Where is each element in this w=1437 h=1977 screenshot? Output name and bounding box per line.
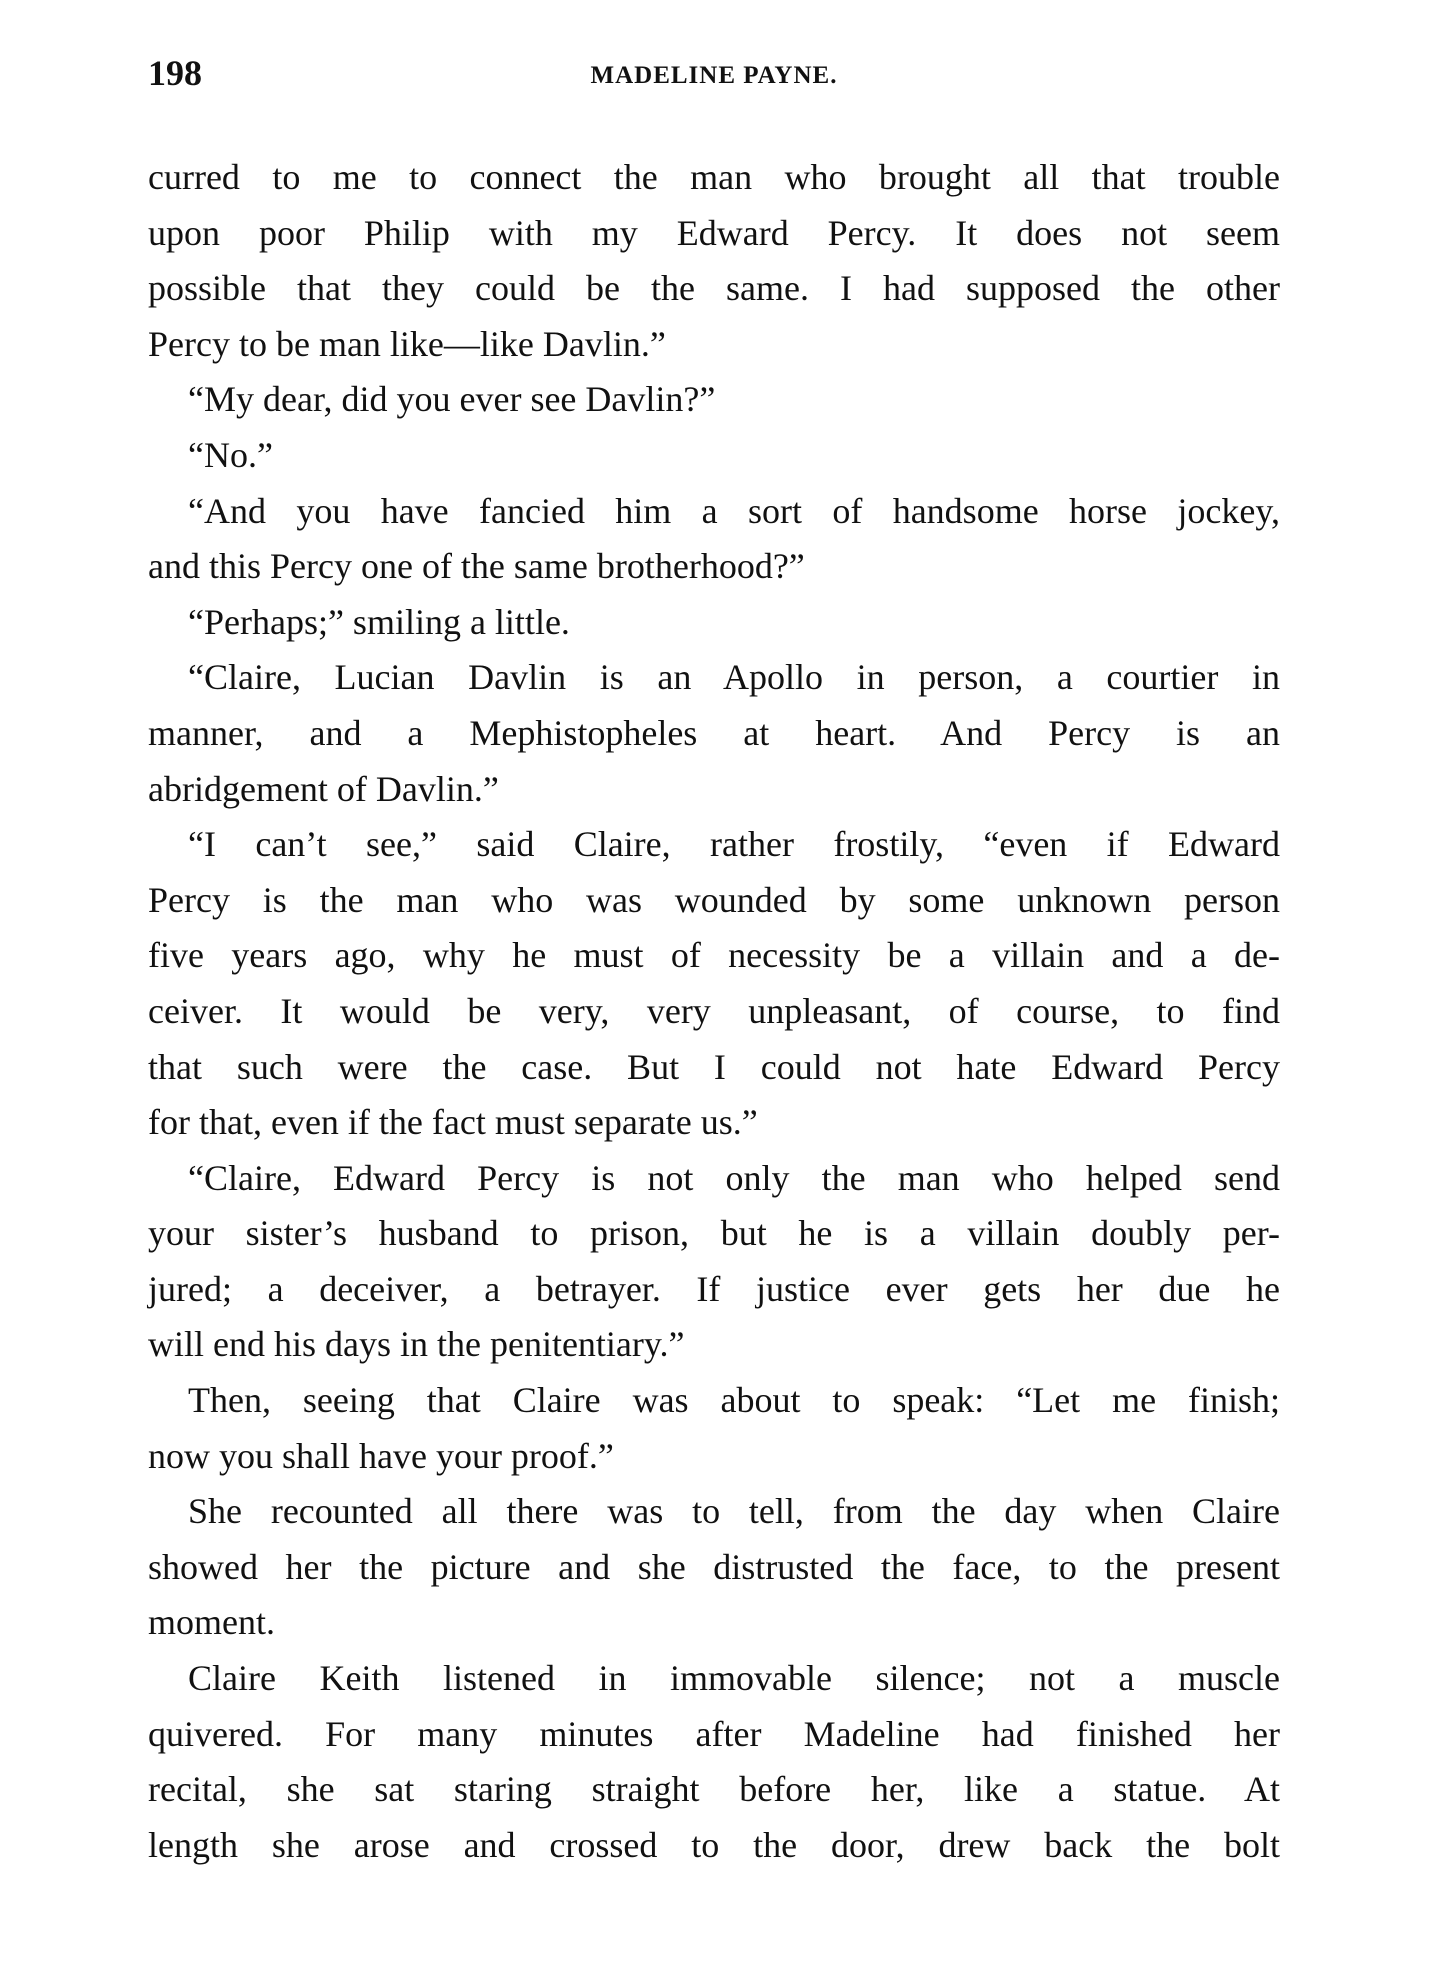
page-number: 198 [148,53,202,93]
text-line: Percy to be man like—like Davlin.” [148,323,666,364]
text-line: that such were the case. But I could not hate Edward Percy [148,1046,1280,1087]
text-line: now you shall have your proof.” [148,1435,614,1476]
text-line: five years ago, why he must of necessity be a villain and a de- [148,935,1280,976]
text-line: “I can’t see,” said Claire, rather frostily, “even if Edward [188,824,1280,865]
running-title: MADELINE PAYNE. [590,62,838,89]
text-line: length she arose and crossed to the door, drew back the bolt [148,1824,1280,1865]
text-line: abridgement of Davlin.” [148,768,499,809]
text-line: “Claire, Edward Percy is not only the man who helped send [188,1157,1280,1198]
text-line: for that, even if the fact must separate us.” [148,1102,758,1143]
text-line: moment. [148,1602,275,1643]
text-line: She recounted all there was to tell, from the day when Claire [188,1491,1280,1532]
text-line: recital, she sat staring straight before her, like a statue. At [148,1769,1280,1810]
text-line: quivered. For many minutes after Madeline had finished her [148,1713,1280,1754]
text-line: showed her the picture and she distrusted the face, to the present [148,1546,1280,1587]
running-header [148,52,1280,102]
text-line: will end his days in the penitentiary.” [148,1324,685,1365]
text-line: “My dear, did you ever see Davlin?” [188,379,716,420]
text-line: upon poor Philip with my Edward Percy. It does not seem [148,212,1280,253]
text-line: Claire Keith listened in immovable silence; not a muscle [188,1658,1280,1699]
text-line: ceiver. It would be very, very unpleasant, of course, to find [148,990,1280,1031]
text-line: possible that they could be the same. I had supposed the other [148,268,1280,309]
text-line: manner, and a Mephistopheles at heart. And Percy is an [148,712,1280,753]
text-line: Percy is the man who was wounded by some unknown person [148,879,1280,920]
text-line: jured; a deceiver, a betrayer. If justice ever gets her due he [148,1268,1280,1309]
text-line: “Claire, Lucian Davlin is an Apollo in person, a courtier in [188,657,1280,698]
text-line: “Perhaps;” smiling a little. [188,601,570,642]
text-line: and this Percy one of the same brotherhood?” [148,546,805,587]
page-body-text [148,150,1280,1873]
text-line: your sister’s husband to prison, but he is a villain doubly per- [148,1213,1280,1254]
text-line: “And you have fancied him a sort of handsome horse jockey, [188,490,1280,531]
text-line: Then, seeing that Claire was about to speak: “Let me finish; [188,1380,1280,1421]
text-line: curred to me to connect the man who brought all that trouble [148,157,1280,197]
text-line: “No.” [188,434,273,475]
